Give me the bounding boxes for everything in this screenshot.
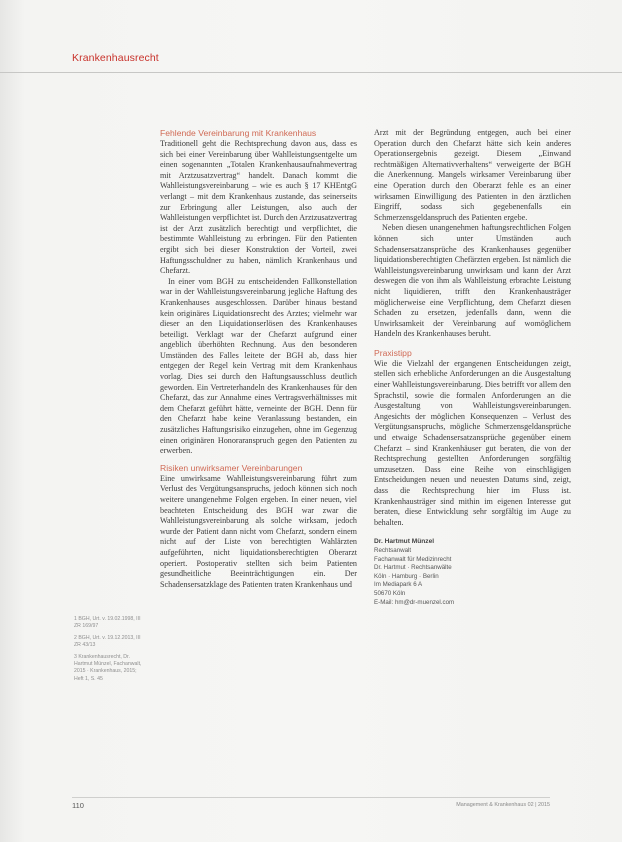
sidenote: 2 BGH, Urt. v. 19.12.2013, III ZR 43/13 [74, 634, 141, 649]
section-heading-fehlende-vereinbarung: Fehlende Vereinbarung mit Krankenhaus [160, 128, 317, 138]
section-heading-risiken: Risiken unwirksamer Vereinbarungen [160, 462, 303, 473]
section-title: Krankenhausrecht [72, 52, 159, 64]
page-number: 110 [72, 801, 84, 810]
author-line: 50670 Köln [374, 589, 406, 597]
publication-info: Management & Krankenhaus 02 | 2015 [456, 802, 550, 808]
sidenote: 1 BGH, Urt. v. 19.02.1998, III ZR 169/97 [74, 616, 141, 630]
body-paragraph: In einer vom BGH zu entscheidenden Fallkonstellation war in der Wahlleistungsvereinbarung jegliche Haftung des Krankenhauses ausgeschlossen. Darüber hinaus bestand kein originäres Liquidationsrecht des Arztes; vielmehr war dieser an den Liquidationserlösen des Krankenhauses beteiligt. Verklagt war der Chefarzt aufgrund einer angeblich überhöhten Rechnung. Aus den besonderen Umständen des Falles leitete der BGH ab, dass hier entgegen der Regel kein Vertrag mit dem Krankenhaus vorlag. Dies sei durch den Haftungsausschluss deutlich geworden. Ein Vertreterhandeln des Krankenhauses für den Chefarzt, das zur Annahme eines Vertragsverhältnisses mit dem Chefarzt geführt hätte, verneinte der BGH. Denn für den Chefarzt habe keine Veranlassung bestanden, ein zusätzliches Haftungsrisiko einzugehen, ohne im Gegenzug einen originären Honoraranspruch gegen den Patienten zu erwerben. [160, 276, 357, 456]
body-paragraph: Wie die Vielzahl der ergangenen Entscheidungen zeigt, stellen sich erhebliche Anforderungen an die Ausgestaltung einer Wahlleistungsvereinbarung. Dies betrifft vor allem den Sprachstil, sowie die formalen Anforderungen an die Ausgestaltung von Wahlleistungsvereinbarungen. Angesichts der möglichen Konsequenzen – Verlust des Vergütungsanspruchs, mögliche Schmerzensgeldansprüche und etwaige Schadensersatzansprüche gegenüber einem Chefarzt – sind Krankenhäuser gut beraten, die von der Rechtsprechung gestellten Anforderungen sorgfältig umzusetzen. Dass eine Reihe von einschlägigen Entscheidungen neuen und neuesten Datums sind, zeigt, dass die Rechtsprechung hier im Fluss ist. Krankenhausträger sind mithin im eigenen Interesse gut beraten, diese Entwicklung sehr sorgfältig im Auge zu behalten. [374, 358, 571, 527]
author-line: Fachanwalt für Medizinrecht [374, 555, 452, 563]
body-paragraph: Neben diesen unangenehmen haftungsrechtlichen Folgen können sich unter Umständen auch Schadensersatzansprüche des Krankenhauses gegenüber liquidationsberechtigten Chefärzten ergeben. Ist nämlich die Wahlleistungsvereinbarung unwirksam und kann der Arzt deswegen die von ihm als Wahlleistung erbrachte Leistung nicht liquidieren, trifft den Krankenhausträger möglicherweise eine Verpflichtung, dem Chefarzt diesen Schaden zu ersetzen, jedenfalls dann, wenn die Unwirksamkeit der Vereinbarung auf womöglichem Handeln des Krankenhauses beruht. [374, 223, 571, 339]
body-paragraph: Traditionell geht die Rechtsprechung davon aus, dass es sich bei einer Vereinbarung über Wahlleistungsentgelte um einen sogenannten „Totalen Krankenhausaufnahmevertrag mit Arztzusatzvertrag“ handelt. Danach kommt die Wahlleistungsvereinbarung – wie es auch § 17 KHEntgG verlangt – mit dem Krankenhaus zustande, das seinerseits zur Erbringung aller Leistungen, also auch der Wahlleistungen verpflichtet ist. Durch den Arztzusatzvertrag ist der Arzt zusätzlich berechtigt und verpflichtet, die bestimmte Wahlleistung zu erbringen. Für den Patienten ergibt sich bei dieser Konstruktion der Vorteil, zwei Haftungsschuldner zu haben, nämlich Krankenhaus und Chefarzt. [160, 139, 357, 276]
author-line: Rechtsanwalt [374, 546, 412, 554]
body-paragraph: Eine unwirksame Wahlleistungsvereinbarung führt zum Verlust des Vergütungsanspruchs, jedoch können sich noch weitere unangenehme Folgen ergeben. In einer neuen, viel beachteten Entscheidung des BGH war zwar die Wahlleistungsvereinbarung als solche wirksam, jedoch wurde der Patient dann nicht vom Chefarzt, sondern einem nicht auf der Liste von berechtigten Wahlärzten aufgeführten, nicht liquidationsberechtigten Oberarzt operiert. Postoperativ stellten sich beim Patienten gesundheitliche Beeinträchtigungen ein. Der Schadensersatzklage des Patienten traten Krankenhaus und [160, 473, 357, 589]
section-heading-praxistipp: Praxistipp [374, 347, 412, 358]
author-name: Dr. Hartmut Münzel [374, 538, 435, 546]
body-paragraph: Arzt mit der Begründung entgegen, auch bei einer Operation durch den Chefarzt hätte sich kein anderes Operationsergebnis gezeigt. Diesem „Einwand rechtmäßigen Alternativverhaltens“ verweigerte der BGH die Anerkennung. Mangels wirksamer Vereinbarung über eine Operation durch den Oberarzt fehle es an einer wirksamen Einwilligung des Patienten in den ärztlichen Eingriff, sodass sich gegebenenfalls ein Schmerzensgeldanspruch des Patienten ergebe. [374, 128, 571, 222]
author-email[interactable]: E-Mail: hm@dr-muenzel.com [374, 598, 455, 606]
author-line: Im Mediapark 6 A [374, 581, 423, 589]
right-column [374, 128, 571, 607]
sidenotes [74, 616, 144, 687]
footer-divider [72, 797, 550, 798]
header-divider [0, 72, 622, 73]
left-column [160, 128, 357, 590]
author-line: Dr. Hartmut · Rechtsanwälte [374, 564, 452, 572]
author-line: Köln · Hamburg · Berlin [374, 572, 439, 580]
sidenote: 3 Krankenhausrecht, Dr. Hartmut Münzel, Fachanwalt, 2015 · Krankenhaus, 2015; Heft 1, S. 45 [74, 653, 142, 682]
author-info [374, 538, 571, 607]
